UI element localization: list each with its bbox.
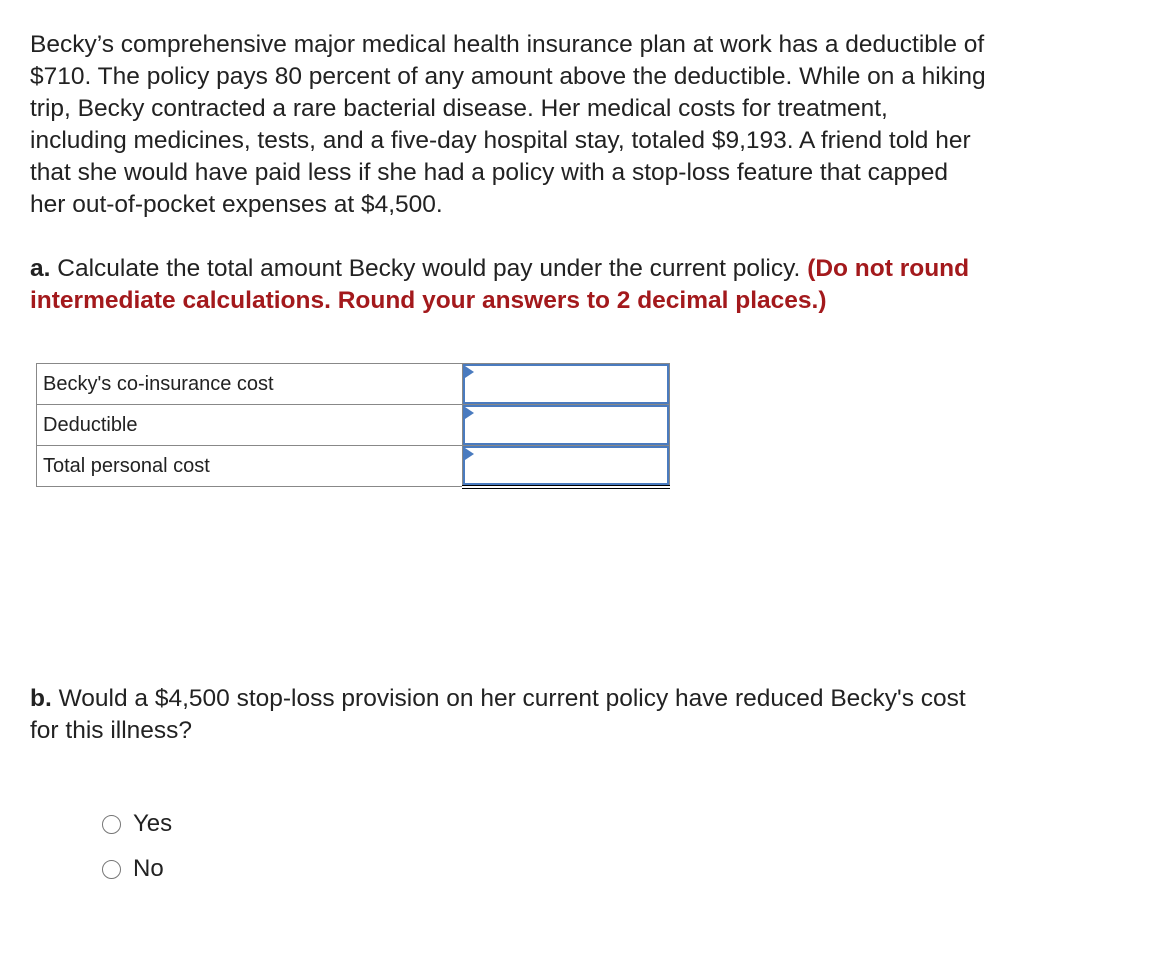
row-label: Total personal cost [37,446,463,487]
input-marker-icon [465,407,474,419]
part-b-text: Would a $4,500 stop-loss provision on her current policy have reduced Becky's cost [51,685,966,712]
row-label: Deductible [37,405,463,446]
coinsurance-cost-input[interactable] [463,364,669,404]
total-personal-cost-input[interactable] [463,446,669,485]
table-row [37,446,670,487]
answer-table [36,363,670,489]
deductible-input[interactable] [463,405,669,445]
problem-line: Becky’s comprehensive major medical health insurance plan at work has a deductible of [30,31,985,58]
problem-line: $710. The policy pays 80 percent of any amount above the deductible. While on a hiking [30,63,986,90]
table-row [37,405,670,446]
table-row [37,364,670,405]
radio-circle-icon[interactable] [102,860,121,879]
radio-no[interactable] [102,855,164,883]
problem-statement [30,29,986,221]
part-a-question [30,253,969,317]
radio-label: Yes [133,810,173,837]
row-label: Becky's co-insurance cost [37,364,463,405]
part-a-label: a. [30,255,51,282]
problem-line: including medicines, tests, and a five-day hospital stay, totaled $9,193. A friend told her [30,127,971,154]
input-marker-icon [465,366,474,378]
problem-line: trip, Becky contracted a rare bacterial disease. Her medical costs for treatment, [30,95,888,122]
part-a-instruction: (Do not round [807,255,970,282]
problem-line: that she would have paid less if she had a policy with a stop-loss feature that capped [30,159,948,186]
radio-circle-icon[interactable] [102,815,121,834]
radio-label: No [133,855,164,882]
input-marker-icon [465,448,474,460]
part-b-text-cont: for this illness? [30,717,193,744]
part-a-instruction-cont: intermediate calculations. Round your answers to 2 decimal places.) [30,287,827,314]
part-b-question [30,683,966,747]
part-b-label: b. [30,685,52,712]
part-a-text: Calculate the total amount Becky would pay under the current policy. [50,255,808,282]
radio-yes[interactable] [102,810,172,838]
problem-line: her out-of-pocket expenses at $4,500. [30,191,443,218]
